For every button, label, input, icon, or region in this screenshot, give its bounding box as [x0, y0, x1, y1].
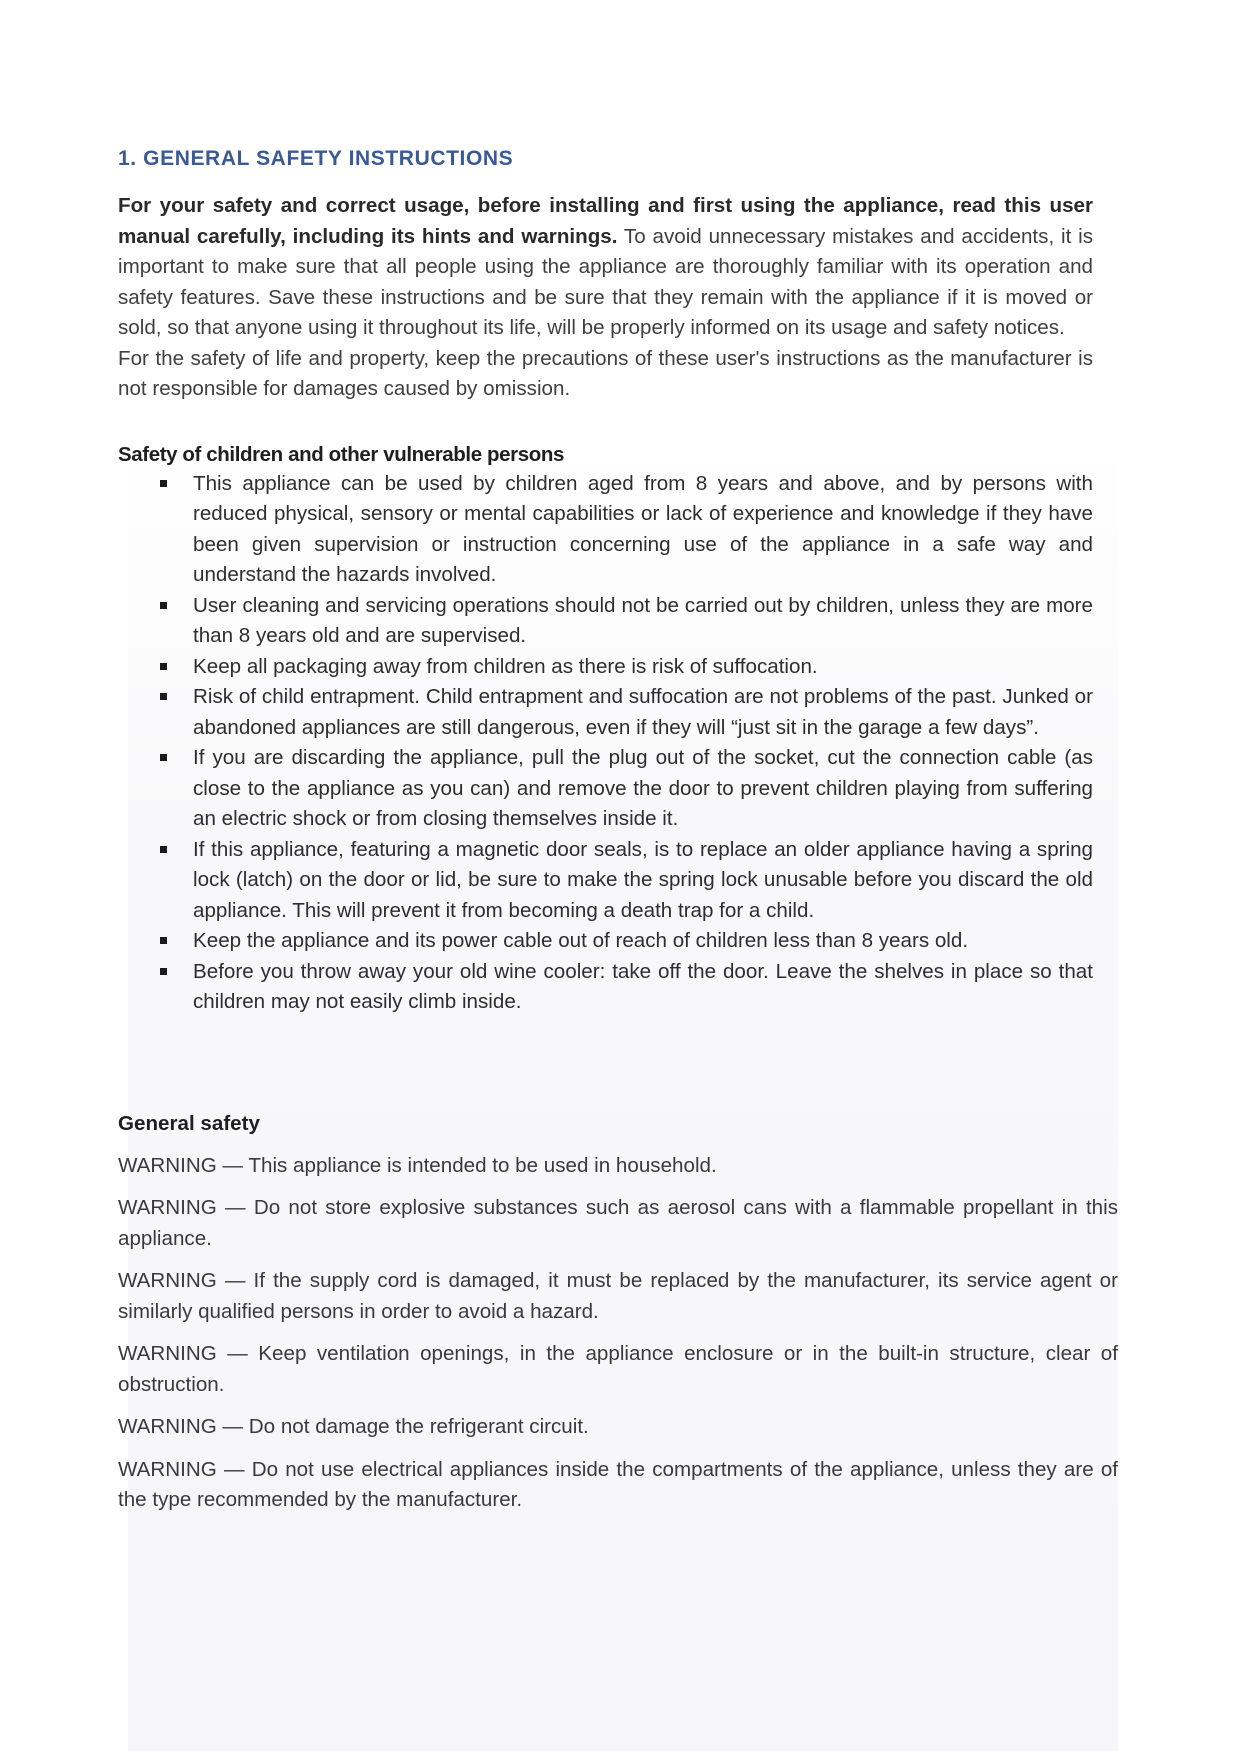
list-item: Keep the appliance and its power cable out of reach of children less than 8 years old.: [193, 926, 1093, 957]
warning-list: [118, 1151, 1118, 1516]
warning-item: WARNING — Do not damage the refrigerant circuit.: [118, 1415, 589, 1438]
warning-item: WARNING — Do not use electrical appliances inside the compartments of the appliance, unless they are of the type recommended by the manufacturer.: [118, 1457, 1118, 1511]
bullet-square-icon: [160, 846, 167, 853]
bullet-square-icon: [160, 480, 167, 487]
list-item: User cleaning and servicing operations should not be carried out by children, unless they are more than 8 years old and are supervised.: [193, 591, 1093, 652]
intro-paragraph-2: For the safety of life and property, keep the precautions of these user's instructions as the manufacturer is not responsible for damages caused by omission.: [118, 346, 1093, 400]
warning-item: WARNING — If the supply cord is damaged, it must be replaced by the manufacturer, its service agent or similarly qualified persons in order to avoid a hazard.: [118, 1269, 1118, 1323]
bullet-square-icon: [160, 693, 167, 700]
intro-body-text: To avoid unnecessary mistakes and accidents, it is important to make sure that all people using the appliance are thoroughly familiar with its operation and safety features. Save these instructions and be sure that they remain with the appliance if it is moved or sold, so that anyone using it throughout its life, will be properly informed on its usage and safety notices.: [118, 224, 1093, 339]
children-safety-list: [118, 469, 1093, 1018]
warning-item: WARNING — Keep ventilation openings, in the appliance enclosure or in the built-in structure, clear of obstruction.: [118, 1342, 1118, 1396]
bullet-square-icon: [160, 968, 167, 975]
bullet-square-icon: [160, 663, 167, 670]
bullet-square-icon: [160, 754, 167, 761]
section-heading: 1. GENERAL SAFETY INSTRUCTIONS: [118, 147, 514, 170]
intro-lead-text: For your safety and correct usage, before installing and first using the appliance, read this user manual carefully, including its hints and warnings.: [118, 194, 1093, 248]
list-item: If you are discarding the appliance, pull the plug out of the socket, cut the connection cable (as close to the appliance as you can) and remove the door to prevent children playing from suffering an electric shock or from closing themselves inside it.: [193, 743, 1093, 835]
list-item: If this appliance, featuring a magnetic door seals, is to replace an older appliance having a spring lock (latch) on the door or lid, be sure to make the spring lock unusable before you discard the old appliance. This will prevent it from becoming a death trap for a child.: [193, 835, 1093, 927]
general-safety-title: General safety: [118, 1111, 260, 1135]
warning-item: WARNING — Do not store explosive substances such as aerosol cans with a flammable propellant in this appliance.: [118, 1196, 1118, 1250]
list-item: This appliance can be used by children aged from 8 years and above, and by persons with reduced physical, sensory or mental capabilities or lack of experience and knowledge if they have been given supervision or instruction concerning use of the appliance in a safe way and understand the hazards involved.: [193, 469, 1093, 591]
bullet-square-icon: [160, 937, 167, 944]
list-item: Keep all packaging away from children as there is risk of suffocation.: [193, 652, 1093, 683]
bullet-square-icon: [160, 602, 167, 609]
list-item: Before you throw away your old wine cooler: take off the door. Leave the shelves in place so that children may not easily climb inside.: [193, 957, 1093, 1018]
warning-item: WARNING — This appliance is intended to be used in household.: [118, 1153, 717, 1177]
intro-paragraph: [118, 191, 1093, 344]
children-safety-title: Safety of children and other vulnerable persons: [118, 442, 564, 466]
page-content: [118, 147, 1118, 1528]
list-item: Risk of child entrapment. Child entrapment and suffocation are not problems of the past. Junked or abandoned appliances are still dangerous, even if they will “just sit in the garage a few days”.: [193, 682, 1093, 743]
